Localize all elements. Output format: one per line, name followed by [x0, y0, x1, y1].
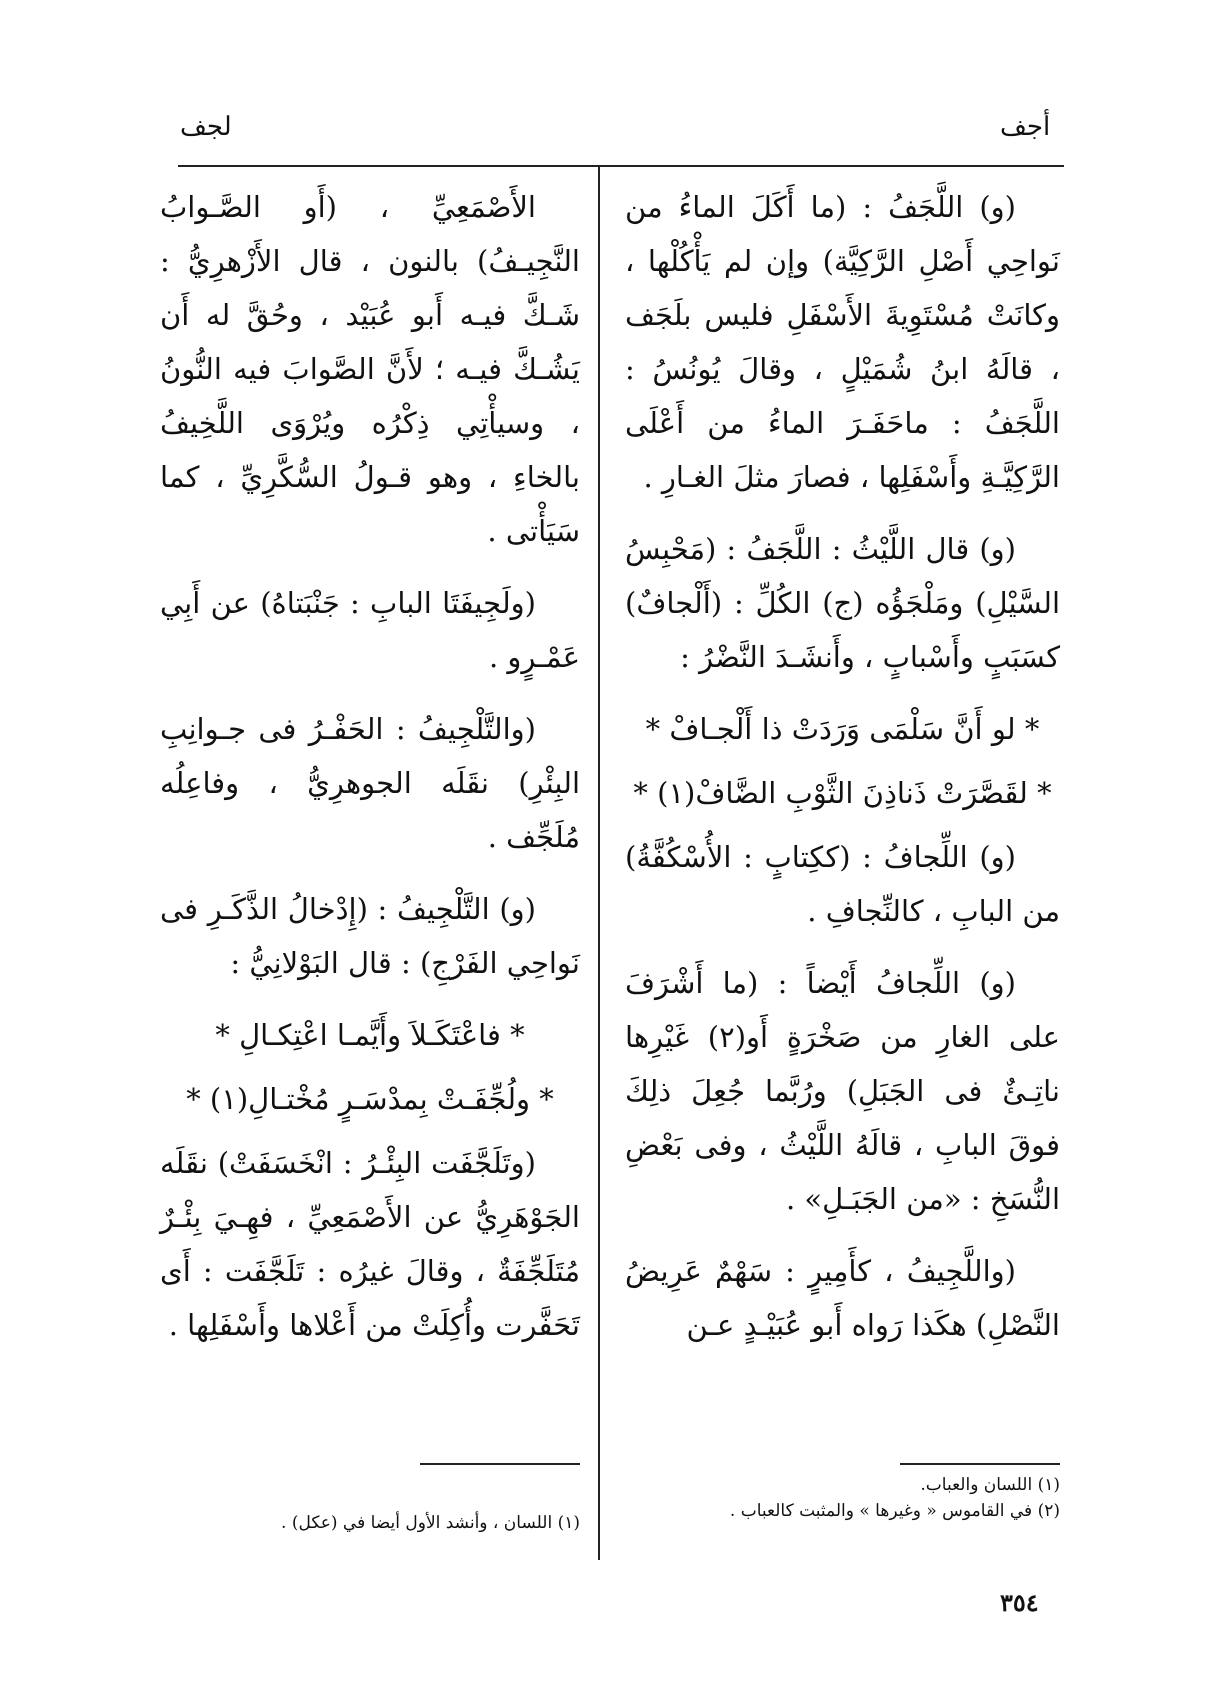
paragraph: (و) اللِّجافُ : (ككِتابٍ : الأُسْكُفَّةُ) من البابِ ، كالنِّجافِ .: [625, 840, 1060, 928]
running-header-right: أجف: [1000, 112, 1051, 142]
footnote: (٢) في القاموس « وغيرها » والمثبت كالعباب .: [729, 1501, 1060, 1521]
paragraph: (و) اللِّجافُ أَيْضاً : (ما أَشْرَفَ على الغارِ من صَخْرَةٍ أَو(٢) غَيْرِها ناتِـئٌ فى الجَبَلِ) ورُبَّما جُعِلَ ذلِكَ فوقَ البابِ ، قالَهُ اللَّيْثُ ، وفى بَعْضِ النُّسَخِ : «من الجَبَـلِ» .: [625, 966, 1060, 1216]
paragraph: (و) اللَّجَفُ : (ما أَكَلَ الماءُ من نَواحِي أَصْلِ الرَّكِيَّة) وإن لم يَأْكُلْها ، وكانَتْ مُسْتَوِيةَ الأَسْفَلِ فليس بلَجَف ، قالَهُ ابنُ شُمَيْلٍ ، وقالَ يُونُسُ : اللَّجَفُ : ماحَفَـرَ الماءُ من أَعْلَى الرَّكِيَّـةِ وأَسْفَلِها ، فصارَ مثلَ الغـارِ .: [625, 190, 1060, 494]
page-number: ٣٥٤: [1000, 1588, 1039, 1617]
paragraph: (والتَّلْجِيفُ : الحَفْـرُ فى جـوانِبِ البِئْرِ) نقَلَه الجوهرِيُّ ، وفاعِلُه مُلَجِّف .: [160, 712, 580, 854]
footnote: (١) اللسان ، وأنشد الأول أيضا في (عكل) .: [281, 1513, 580, 1533]
verse-line: * ولُجِّفَـتْ بِمدْسَـرٍ مُخْتـالِ(١) *: [186, 1082, 554, 1116]
footnotes-right: [625, 1472, 1060, 1524]
verse-line: * لو أَنَّ سَلْمَى وَرَدَتْ ذا أَلْجـافْ *: [645, 712, 1040, 746]
footnotes-left: [160, 1510, 580, 1536]
paragraph: (واللَّجِيفُ ، كأَمِيرٍ : سَهْمٌ عَرِيضُ النَّصْلِ) هكَذا رَواه أَبو عُبَيْـدٍ عـن: [625, 1254, 1060, 1342]
right-column: [625, 180, 1060, 1370]
paragraph: (و) قال اللَّيْثُ : اللَّجَفُ : (مَحْبِسُ السَّيْلِ) ومَلْجَؤُه (ج) الكُلِّ : (أَلْجافٌ) كسَبَبٍ وأَسْبابٍ ، وأَنشَـدَ النَّضْرُ :: [625, 532, 1060, 674]
paragraph: (وتَلَجَّفَت البِئْـرُ : انْخَسَفَتْ) نقَلَه الجَوْهَرِيُّ عن الأَصْمَعِيِّ ، فهِـيَ بِئْـرٌ مُتَلَجِّفَةٌ ، وقالَ غيرُه : تَلَجَّفَت : أَى تَحَفَّرت وأُكِلَتْ من أَعْلاها وأَسْفَلِها .: [160, 1146, 580, 1342]
footnote-rule-left: [420, 1463, 580, 1465]
verse-line: * لقَصَّرَتْ ذَناذِنَ الثَّوْبِ الضَّافْ(١) *: [633, 776, 1052, 810]
header-rule: [178, 165, 1064, 167]
paragraph: (ولَجِيفَتَا البابِ : جَنْبَتاهُ) عن أَبِي عَمْـرٍو .: [160, 586, 580, 674]
footnote-rule-right: [900, 1463, 1060, 1465]
running-header-left: لجف: [180, 112, 232, 142]
left-column: [160, 180, 580, 1370]
paragraph: (و) التَّلْجِيفُ : (إِدْخالُ الذَّكَـرِ فى نَواحِي الفَرْجِ) : قال البَوْلانِيُّ :: [160, 892, 580, 980]
column-divider: [598, 165, 600, 1560]
footnote: (١) اللسان والعباب.: [920, 1475, 1060, 1495]
paragraph: الأَصْمَعِيِّ ، (أَو الصَّـوابُ النَّجِيـفُ) بالنون ، قال الأَزْهرِيُّ : شَـكَّ فيـه أَبو عُبَيْد ، وحُقَّ له أَن يَشُـكَّ فيـه ؛ لأَنَّ الصَّوابَ فيه النُّونُ ، وسيأْتِي ذِكْرُه ويُرْوَى اللَّخِيفُ بالخاءِ ، وهو قـولُ السُّكَّرِيِّ ، كما سَيَأْتى .: [160, 190, 580, 548]
verse-line: * فاعْتَكَـلاَ وأَيَّمـا اعْتِكـالِ *: [215, 1018, 525, 1052]
